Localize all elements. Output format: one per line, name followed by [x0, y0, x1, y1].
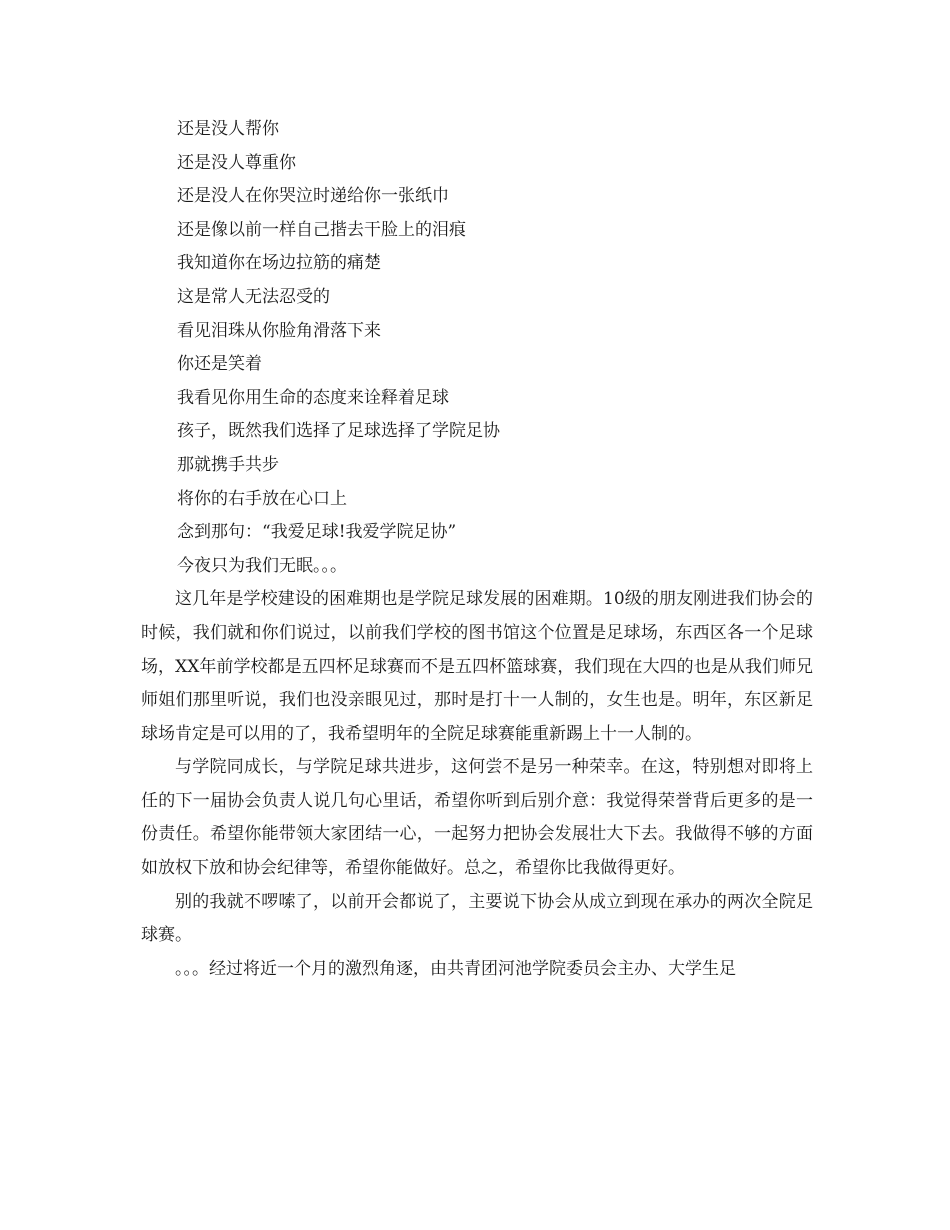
poem-line: 还是没人尊重你 [177, 152, 296, 173]
poem-line: 还是没人帮你 [177, 119, 279, 139]
poem-line: 你还是笑着 [177, 354, 262, 375]
poem-line: 将你的右手放在心口上 [177, 488, 347, 509]
body-paragraph: 。。。经过将近一个月的激烈角逐，由共青团河池学院委员会主办、大学生足 [175, 958, 736, 979]
poem-line: 今夜只为我们无眠。。。 [177, 555, 347, 576]
poem-line: 还是像以前一样自己揩去干脸上的泪痕 [177, 219, 466, 240]
body-paragraph: 与学院同成长，与学院足球共进步，这何尝不是另一种荣幸。在这，特别想对即将上任的下一届协会负责人说几句心里话，希望你听到后别介意：我觉得荣誉背后更多的是一份责任。希望你能带领大家团结一心，一起努力把协会发展壮大下去。我做得不够的方面如放权下放和协会纪律等，希望你能做好。总之，希望你比我做得更好。 [141, 757, 813, 879]
poem-line: 看见泪珠从你脸角滑落下来 [177, 320, 381, 341]
document-body [141, 113, 813, 986]
poem-line: 孩子，既然我们选择了足球选择了学院足协 [177, 421, 500, 442]
poem-line: 我看见你用生命的态度来诠释着足球 [177, 387, 449, 408]
poem-line: 念到那句：“我爱足球!我爱学院足协” [177, 522, 457, 543]
body-paragraph: 这几年是学校建设的困难期也是学院足球发展的困难期。10级的朋友刚进我们协会的时候，我们就和你们说过，以前我们学校的图书馆这个位置是足球场，东西区各一个足球场，XX年前学校都是五四杯足球赛而不是五四杯篮球赛，我们现在大四的也是从我们师兄师姐们那里听说，我们也没亲眼见过，那时是打十一人制的，女生也是。明年，东区新足球场肯定是可以用的了，我希望明年的全院足球赛能重新踢上十一人制的。 [141, 589, 813, 744]
poem-line: 那就携手共步 [177, 454, 279, 475]
poem-line: 这是常人无法忍受的 [177, 286, 330, 307]
poem-line: 我知道你在场边拉筋的痛楚 [177, 253, 381, 274]
body-paragraph: 别的我就不啰嗦了，以前开会都说了，主要说下协会从成立到现在承办的两次全院足球赛。 [141, 891, 813, 946]
poem-line: 还是没人在你哭泣时递给你一张纸巾 [177, 186, 449, 207]
